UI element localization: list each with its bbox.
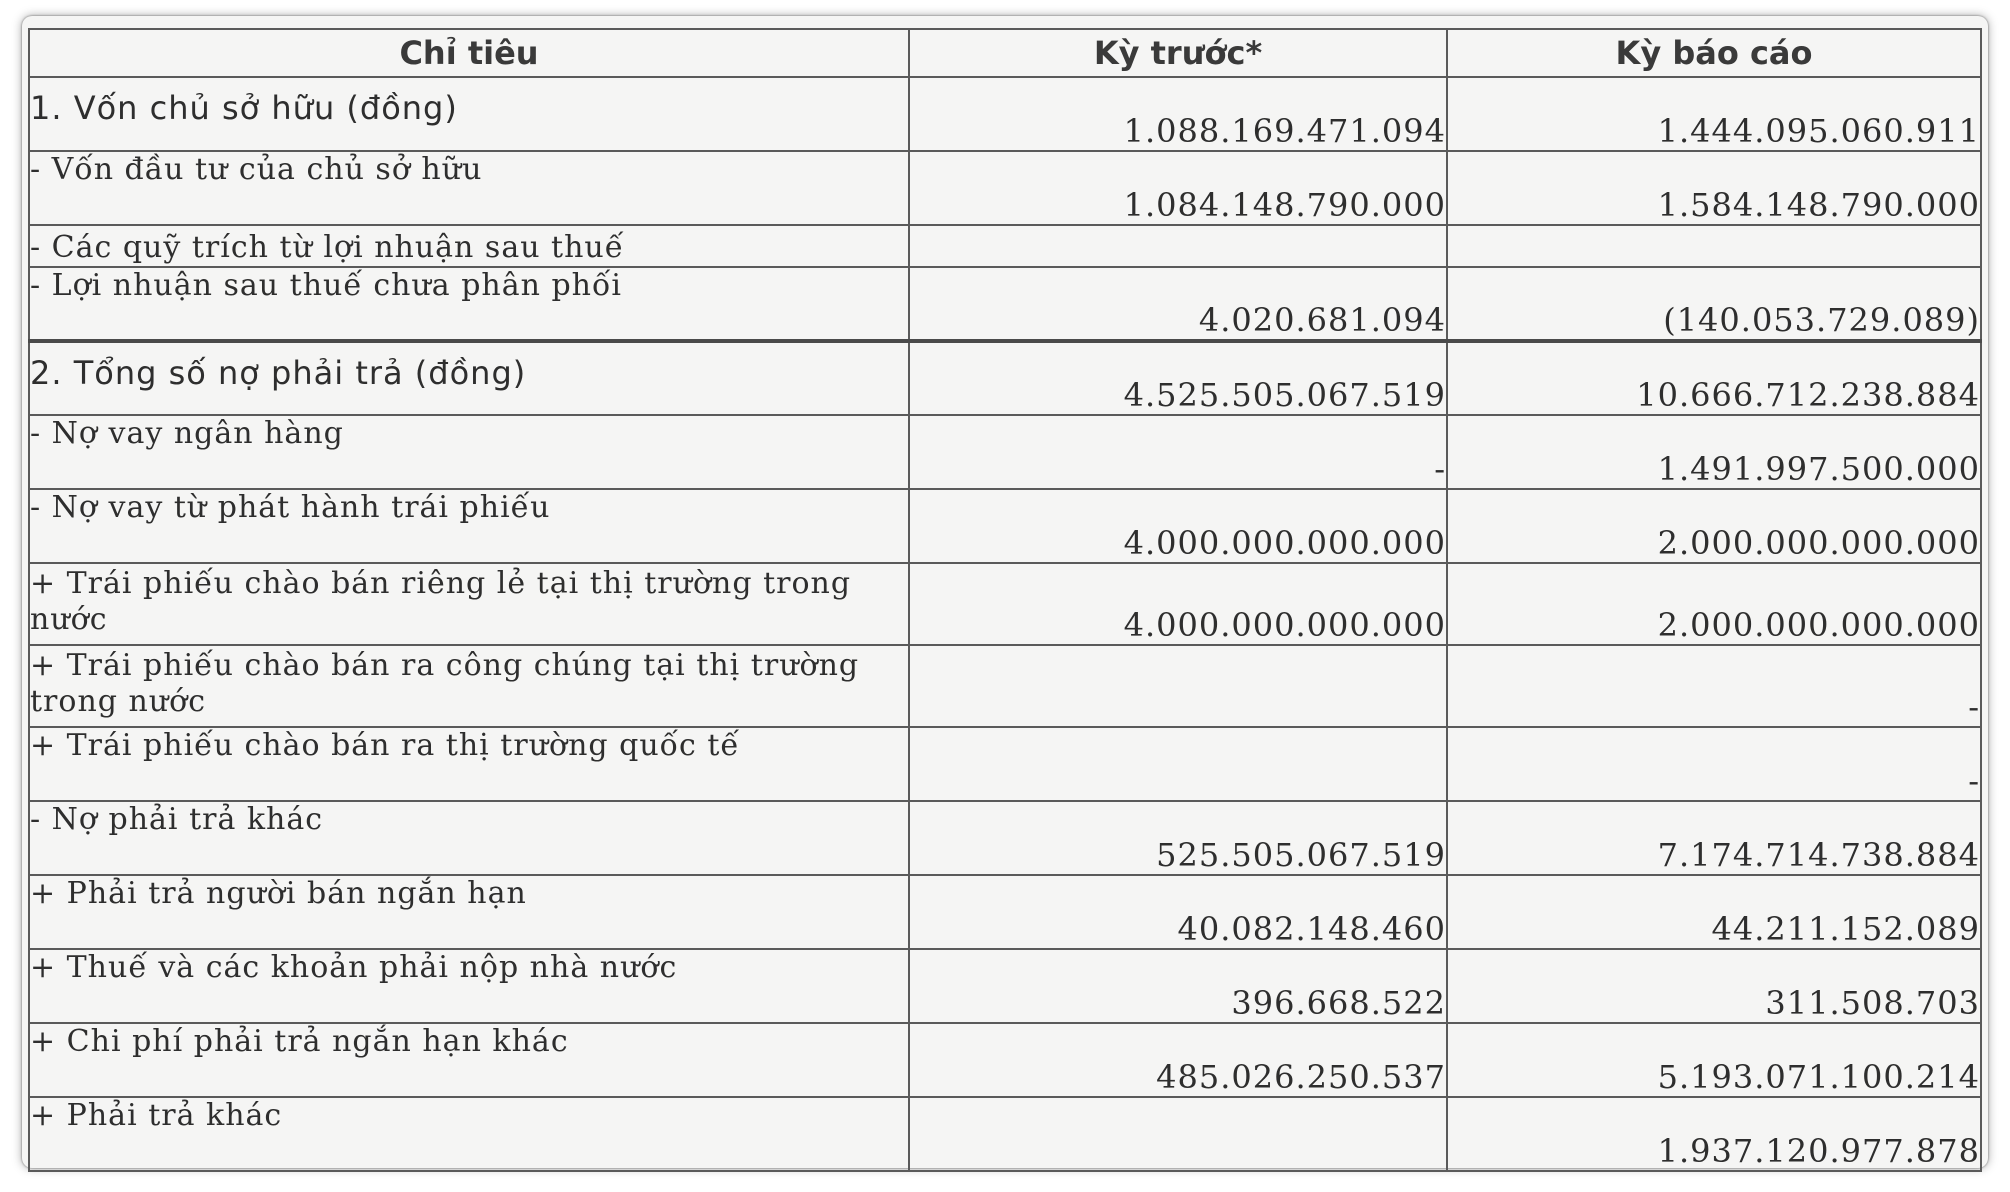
table-row <box>29 727 1981 801</box>
previous-value: 525.505.067.519 <box>909 801 1447 875</box>
row-label: + Chi phí phải trả ngắn hạn khác <box>29 1023 909 1097</box>
previous-value <box>909 645 1447 727</box>
reporting-value: - <box>1447 645 1981 727</box>
row-label: + Phải trả người bán ngắn hạn <box>29 875 909 949</box>
row-label: + Trái phiếu chào bán ra thị trường quốc tế <box>29 727 909 801</box>
table-row <box>29 563 1981 645</box>
previous-value: 40.082.148.460 <box>909 875 1447 949</box>
financial-table <box>28 28 1982 1172</box>
previous-value <box>909 225 1447 267</box>
table-row <box>29 151 1981 225</box>
row-label: + Phải trả khác <box>29 1097 909 1171</box>
previous-value: 1.084.148.790.000 <box>909 151 1447 225</box>
header-indicator: Chỉ tiêu <box>29 29 909 77</box>
previous-value: - <box>909 415 1447 489</box>
previous-value: 4.020.681.094 <box>909 267 1447 341</box>
previous-value: 485.026.250.537 <box>909 1023 1447 1097</box>
header-reporting-period: Kỳ báo cáo <box>1447 29 1981 77</box>
reporting-value: 2.000.000.000.000 <box>1447 563 1981 645</box>
row-label: - Lợi nhuận sau thuế chưa phân phối <box>29 267 909 341</box>
table-row <box>29 77 1981 151</box>
previous-value: 4.525.505.067.519 <box>909 341 1447 415</box>
table-row <box>29 225 1981 267</box>
row-label: 1. Vốn chủ sở hữu (đồng) <box>29 77 909 151</box>
reporting-value <box>1447 225 1981 267</box>
row-label: + Trái phiếu chào bán riêng lẻ tại thị trường trong nước <box>29 563 909 645</box>
previous-value: 4.000.000.000.000 <box>909 489 1447 563</box>
row-label: - Nợ vay từ phát hành trái phiếu <box>29 489 909 563</box>
previous-value: 4.000.000.000.000 <box>909 563 1447 645</box>
table-row <box>29 1097 1981 1171</box>
row-label: - Nợ phải trả khác <box>29 801 909 875</box>
previous-value <box>909 1097 1447 1171</box>
previous-value: 396.668.522 <box>909 949 1447 1023</box>
row-label: - Vốn đầu tư của chủ sở hữu <box>29 151 909 225</box>
row-label: + Trái phiếu chào bán ra công chúng tại thị trường trong nước <box>29 645 909 727</box>
header-previous-period: Kỳ trước* <box>909 29 1447 77</box>
previous-value: 1.088.169.471.094 <box>909 77 1447 151</box>
reporting-value: 1.584.148.790.000 <box>1447 151 1981 225</box>
table-row <box>29 949 1981 1023</box>
reporting-value: 1.937.120.977.878 <box>1447 1097 1981 1171</box>
table-row <box>29 267 1981 341</box>
row-label: + Thuế và các khoản phải nộp nhà nước <box>29 949 909 1023</box>
table-row <box>29 341 1981 415</box>
reporting-value: 44.211.152.089 <box>1447 875 1981 949</box>
table-row <box>29 645 1981 727</box>
reporting-value: 10.666.712.238.884 <box>1447 341 1981 415</box>
row-label: - Các quỹ trích từ lợi nhuận sau thuế <box>29 225 909 267</box>
table-row <box>29 801 1981 875</box>
reporting-value: 7.174.714.738.884 <box>1447 801 1981 875</box>
document-sheet <box>22 16 1988 1168</box>
table-row <box>29 489 1981 563</box>
reporting-value: 311.508.703 <box>1447 949 1981 1023</box>
row-label: - Nợ vay ngân hàng <box>29 415 909 489</box>
row-label: 2. Tổng số nợ phải trả (đồng) <box>29 341 909 415</box>
reporting-value: 1.491.997.500.000 <box>1447 415 1981 489</box>
reporting-value: - <box>1447 727 1981 801</box>
previous-value <box>909 727 1447 801</box>
table-row <box>29 415 1981 489</box>
reporting-value: 2.000.000.000.000 <box>1447 489 1981 563</box>
table-row <box>29 875 1981 949</box>
reporting-value: 1.444.095.060.911 <box>1447 77 1981 151</box>
table-header-row <box>29 29 1981 77</box>
reporting-value: 5.193.071.100.214 <box>1447 1023 1981 1097</box>
reporting-value: (140.053.729.089) <box>1447 267 1981 341</box>
table-row <box>29 1023 1981 1097</box>
